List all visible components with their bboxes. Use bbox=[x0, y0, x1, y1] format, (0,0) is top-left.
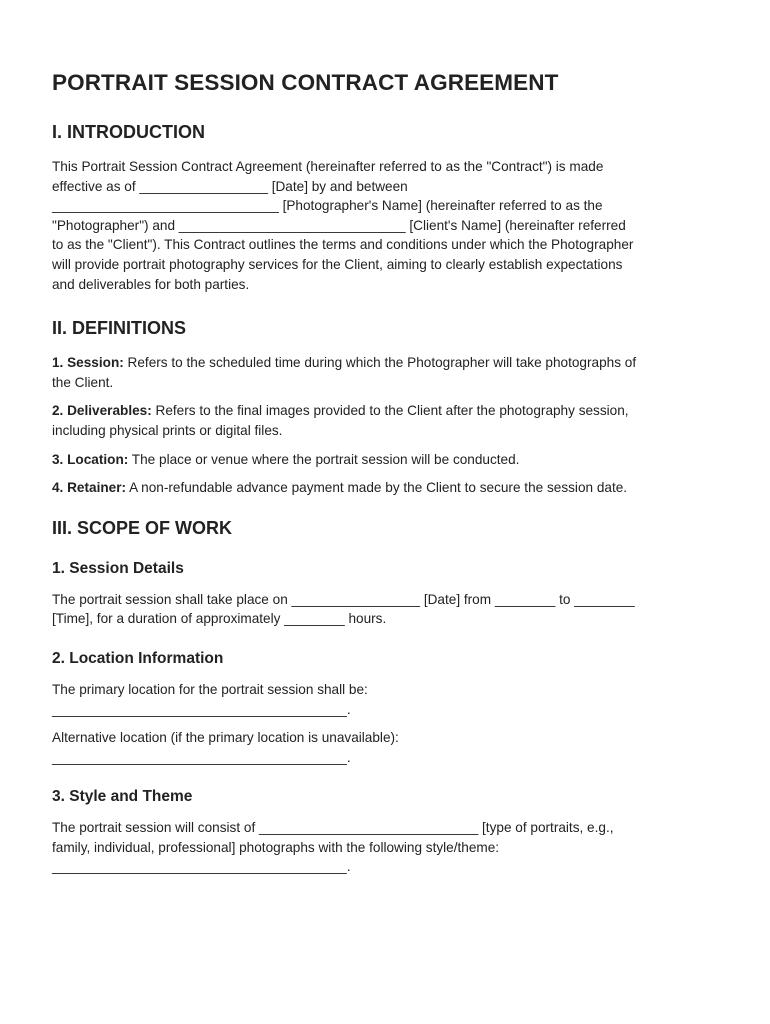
definition-deliverables bbox=[52, 401, 720, 440]
session-details-paragraph bbox=[52, 590, 720, 629]
intro-line: "Photographer") and ______________________________ [Client's Name] (hereinafter referred bbox=[52, 217, 626, 233]
definition-text: Refers to the final images provided to the Client after the photography session, bbox=[151, 403, 629, 419]
definition-text: including physical prints or digital files. bbox=[52, 422, 283, 438]
definitions-heading: II. DEFINITIONS bbox=[52, 318, 187, 339]
alternative-location-line: Alternative location (if the primary location is unavailable): bbox=[52, 730, 399, 746]
document-title: PORTRAIT SESSION CONTRACT AGREEMENT bbox=[52, 70, 559, 95]
intro-line: and deliverables for both parties. bbox=[52, 276, 250, 292]
primary-location-blank: _______________________________________. bbox=[52, 701, 351, 717]
primary-location-paragraph bbox=[52, 680, 720, 719]
scope-section bbox=[52, 518, 720, 877]
intro-line: will provide portrait photography services for the Client, aiming to clearly establish expectations bbox=[52, 256, 623, 272]
session-details-heading: 1. Session Details bbox=[52, 559, 184, 577]
intro-line: ______________________________ [Photographer's Name] (hereinafter referred to as the bbox=[52, 198, 603, 214]
definition-text: the Client. bbox=[52, 374, 114, 390]
style-line: family, individual, professional] photographs with the following style/theme: bbox=[52, 839, 500, 855]
scope-heading: III. SCOPE OF WORK bbox=[52, 517, 233, 538]
introduction-paragraph bbox=[52, 157, 720, 294]
style-blank: _______________________________________. bbox=[52, 859, 351, 875]
definition-text: Refers to the scheduled time during which the Photographer will take photographs of bbox=[123, 355, 637, 371]
definition-term: 1. Session: bbox=[52, 355, 124, 371]
introduction-section bbox=[52, 122, 720, 294]
style-line: The portrait session will consist of _____________________________ [type of portraits, e.g., bbox=[52, 820, 614, 836]
primary-location-line: The primary location for the portrait session shall be: bbox=[52, 681, 368, 697]
style-theme-paragraph bbox=[52, 818, 720, 877]
definition-text: A non-refundable advance payment made by the Client to secure the session date. bbox=[126, 480, 628, 496]
intro-line: This Portrait Session Contract Agreement (hereinafter referred to as the "Contract") is made bbox=[52, 159, 604, 174]
alternative-location-blank: _______________________________________. bbox=[52, 749, 351, 765]
definition-retainer bbox=[52, 478, 720, 498]
style-theme-heading: 3. Style and Theme bbox=[52, 788, 193, 806]
introduction-heading: I. INTRODUCTION bbox=[52, 122, 205, 142]
location-information-heading: 2. Location Information bbox=[52, 649, 224, 667]
definitions-section bbox=[52, 318, 720, 498]
alternative-location-paragraph bbox=[52, 728, 720, 767]
definition-session bbox=[52, 353, 720, 392]
intro-line: effective as of _________________ [Date] by and between bbox=[52, 178, 408, 194]
definition-location bbox=[52, 450, 720, 470]
session-line: [Time], for a duration of approximately ________ hours. bbox=[52, 611, 387, 627]
definition-text: The place or venue where the portrait session will be conducted. bbox=[128, 451, 520, 467]
definition-term: 2. Deliverables: bbox=[52, 403, 152, 419]
definition-term: 4. Retainer: bbox=[52, 480, 127, 496]
session-line: The portrait session shall take place on _________________ [Date] from ________ to ________ bbox=[52, 591, 635, 607]
definition-term: 3. Location: bbox=[52, 451, 129, 467]
intro-line: to as the "Client"). This Contract outlines the terms and conditions under which the Photographer bbox=[52, 237, 634, 253]
